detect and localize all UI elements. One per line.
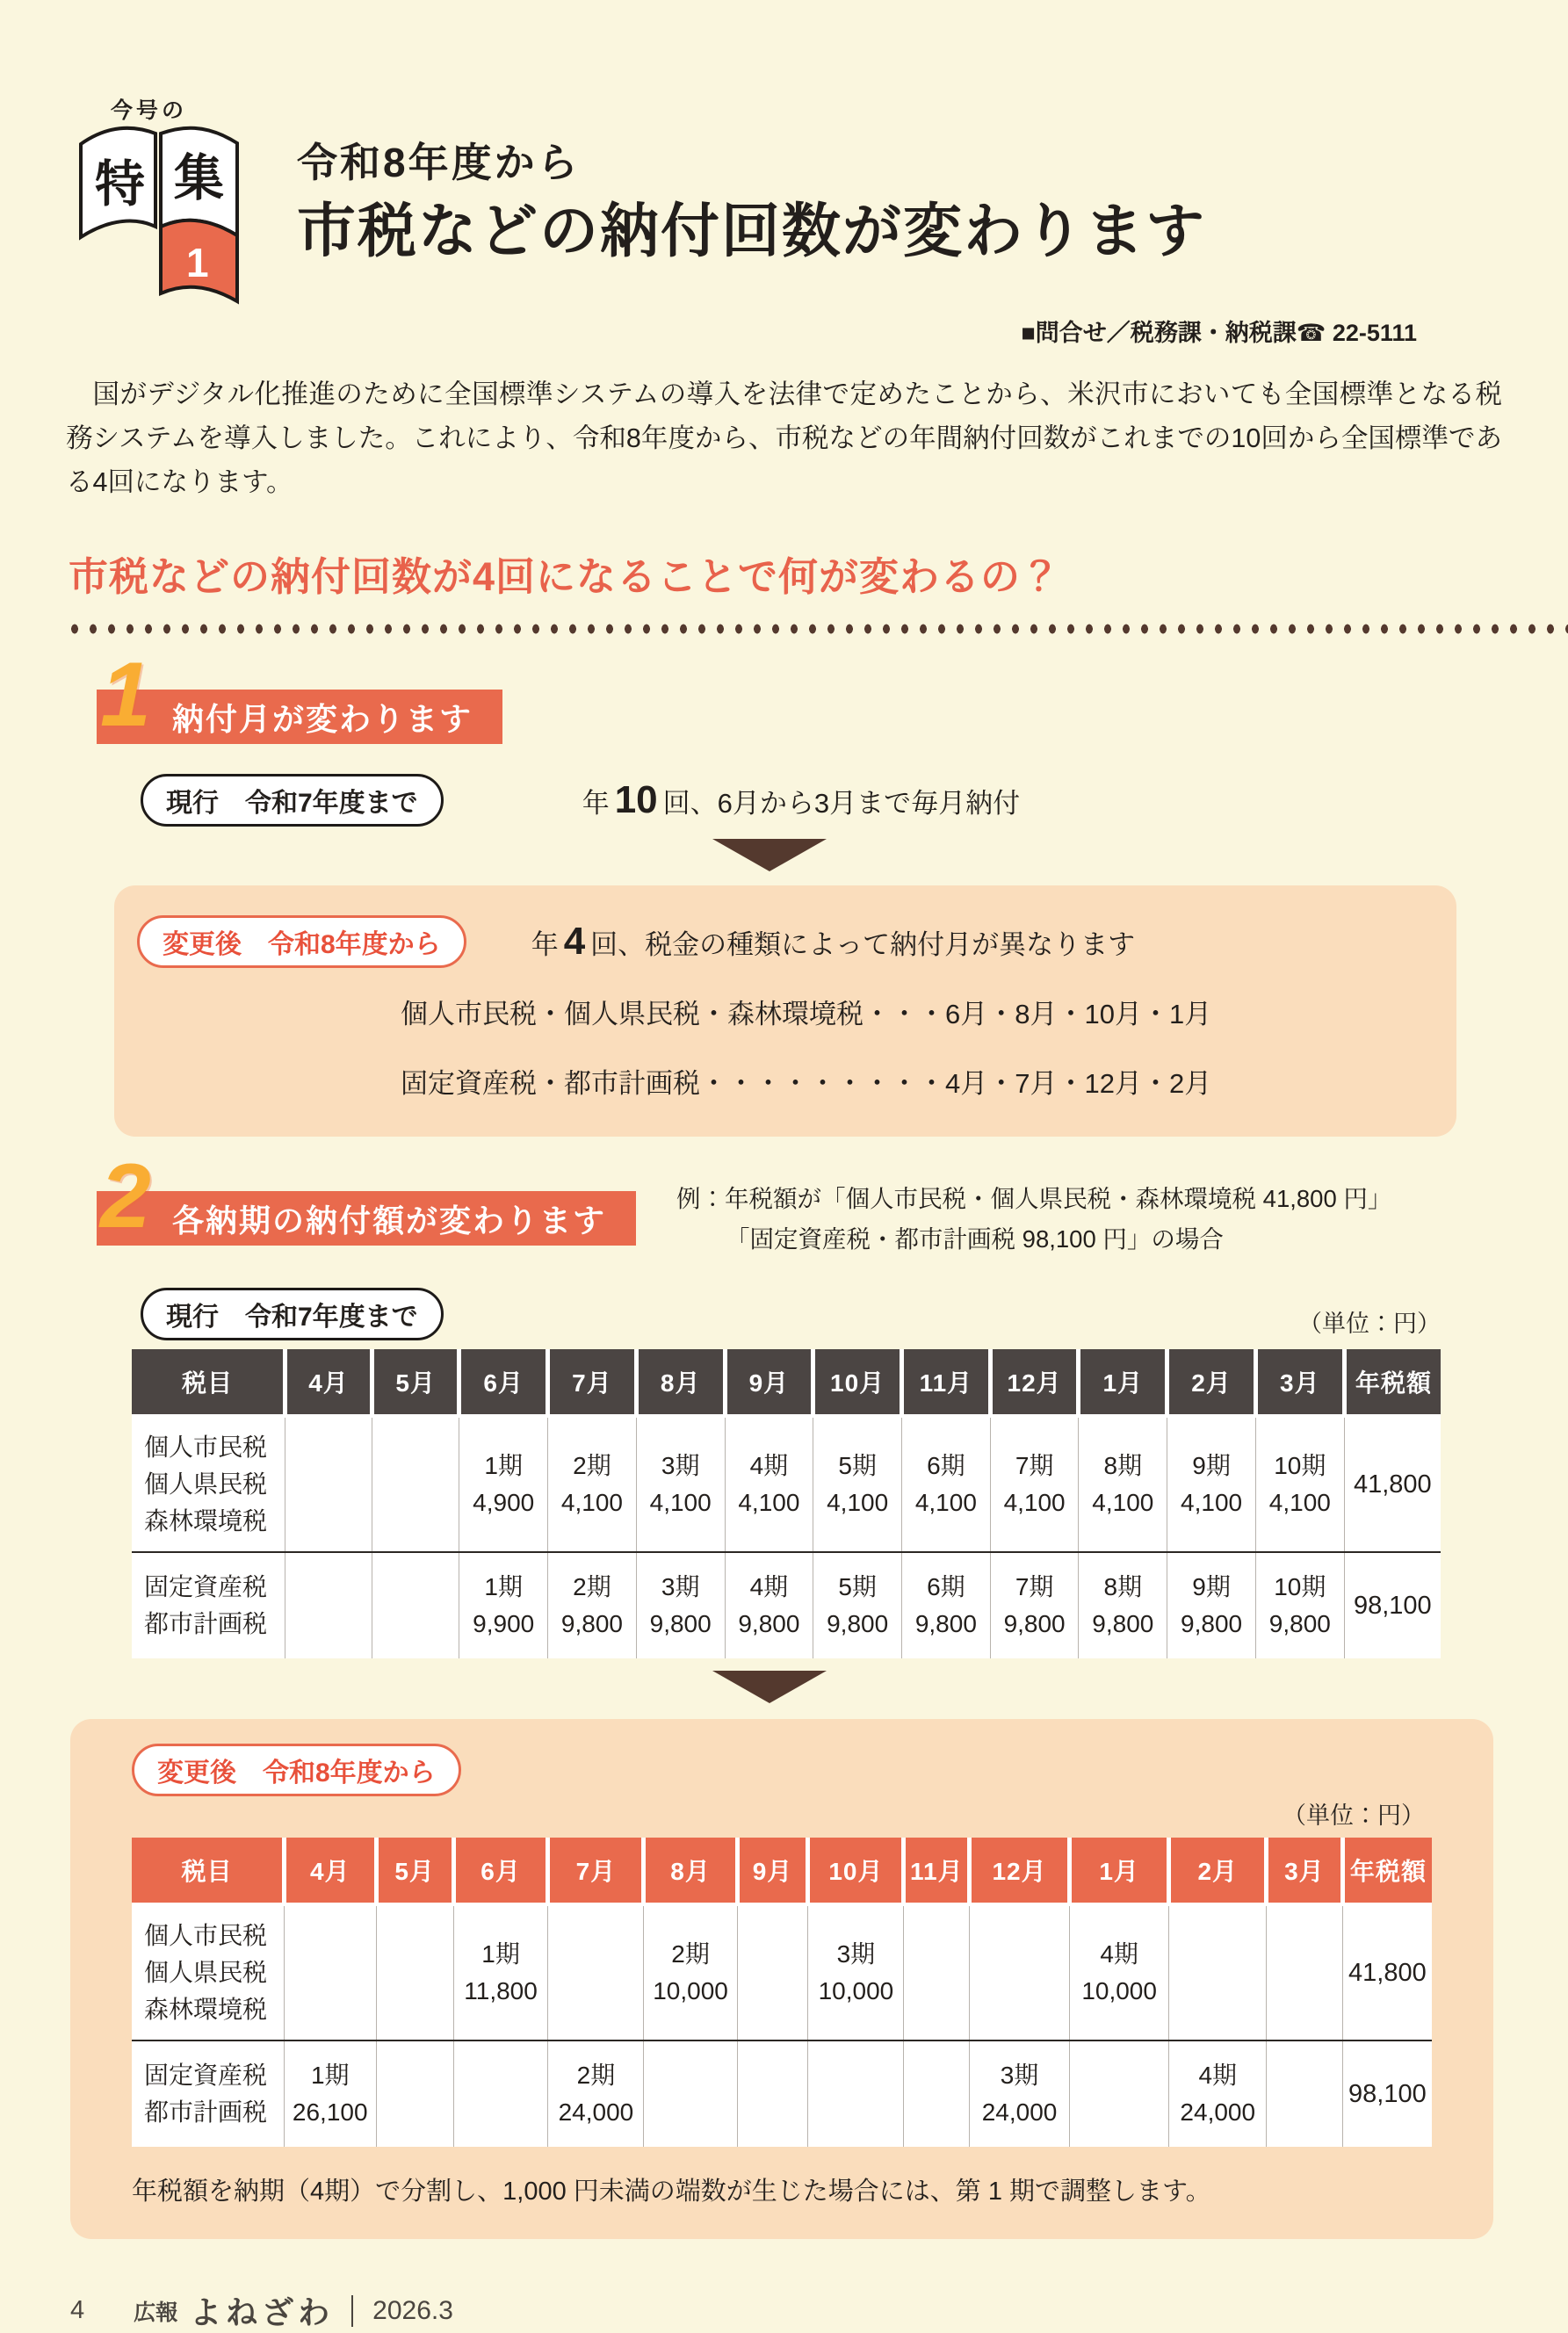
section2-changed-panel [70, 1719, 1493, 2239]
dotted-divider [66, 623, 1568, 635]
period-label: 2期 [671, 1940, 710, 1968]
intro-paragraph: 国がデジタル化推進のために全国標準システムの導入を法律で定めたことから、米沢市においても全国標準となる税務システムを導入しました。これにより、令和8年度から、市税などの年間納付回数がこれまでの10回から全国標準である4回になります。 [66, 379, 1502, 497]
installment-cell [548, 2040, 644, 2147]
column-header: 年税額 [1344, 1349, 1441, 1416]
table-header-row [132, 1838, 1432, 1904]
section1-current-row [141, 774, 1568, 827]
table-header-row [132, 1349, 1441, 1416]
installment-cell [644, 1904, 737, 2040]
tax-label-line: 都市計画税 [144, 2098, 268, 2127]
amount-value: 24,000 [1180, 2098, 1256, 2127]
example-line1: 例：年税額が「個人市民税・個人県民税・森林環境税 41,800 円」 [676, 1185, 1392, 1213]
table-row [132, 1904, 1432, 2040]
freq-suffix: 回、税金の種類によって納付月が異なります [590, 928, 1136, 960]
installment-cell [970, 2040, 1070, 2147]
tax-label-line: 個人市民税 [144, 1434, 268, 1462]
annual-total-cell: 98,100 [1342, 2040, 1432, 2147]
badge-top-label: 今号の [111, 98, 188, 123]
column-header: 5月 [376, 1838, 453, 1904]
empty-cell [737, 1904, 808, 2040]
down-arrow-icon [712, 1671, 827, 1703]
tax-label-cell [132, 1416, 285, 1552]
empty-cell [1169, 1904, 1267, 2040]
amount-value: 26,100 [292, 2098, 368, 2127]
period-label: 1期 [310, 2062, 350, 2090]
column-header: 税目 [132, 1349, 285, 1416]
installment-cell [813, 1552, 902, 1658]
column-header: 1月 [1069, 1838, 1169, 1904]
period-label: 4期 [749, 1573, 789, 1601]
tax-label-line: 森林環境税 [144, 1996, 268, 2024]
amount-value: 10,000 [1081, 1977, 1157, 2005]
empty-cell [808, 2040, 904, 2147]
period-label: 7期 [1015, 1452, 1054, 1480]
payment-table [132, 1349, 1441, 1658]
amount-value: 4,100 [738, 1489, 800, 1517]
freq-suffix: 回、6月から3月まで毎月納付 [662, 787, 1021, 819]
section1-changed-panel [114, 885, 1456, 1137]
column-header: 9月 [725, 1349, 813, 1416]
installment-cell [548, 1416, 637, 1552]
title-block [297, 95, 1206, 265]
section1-banner [97, 690, 502, 744]
amount-value: 9,900 [473, 1610, 535, 1638]
section1-header [97, 644, 502, 748]
period-label: 2期 [573, 1573, 611, 1601]
table-footnote: 年税額を納期（4期）で分割し、1,000 円未満の端数が生じた場合には、第 1 期で調整します。 [132, 2178, 1211, 2207]
tax-label-cell [132, 1552, 285, 1658]
tax-label-line: 都市計画税 [144, 1610, 268, 1638]
annual-total-cell: 98,100 [1344, 1552, 1441, 1658]
section1-changed-row [137, 915, 1430, 968]
lead-question-heading: 市税などの納付回数が4回になることで何が変わるの？ [69, 554, 1062, 599]
payment-table [132, 1838, 1432, 2147]
period-label: 1期 [484, 1573, 523, 1601]
freq-prefix: 年 [582, 787, 610, 819]
example-block [676, 1179, 1391, 1260]
period-label: 10期 [1274, 1452, 1326, 1480]
empty-cell [1267, 2040, 1343, 2147]
installment-cell [902, 1552, 991, 1658]
period-label: 5期 [838, 1452, 877, 1480]
amount-value: 9,800 [1181, 1610, 1243, 1638]
article-header [0, 0, 1568, 310]
annual-total-cell: 41,800 [1342, 1904, 1432, 2040]
installment-cell [813, 1416, 902, 1552]
installment-cell [636, 1552, 725, 1658]
section2-title: 各納期の納付額が変わります [172, 1202, 607, 1239]
amount-value: 24,000 [981, 2098, 1058, 2127]
section2-current-row [141, 1288, 1441, 1340]
empty-cell [904, 2040, 970, 2147]
unit-row [132, 1796, 1425, 1832]
period-label: 6期 [927, 1452, 965, 1480]
empty-cell [285, 1552, 372, 1658]
amount-value: 10,000 [653, 1977, 728, 2005]
tax-label-cell [132, 1904, 284, 2040]
column-header: 6月 [459, 1349, 548, 1416]
column-header: 4月 [285, 1349, 372, 1416]
column-header: 11月 [904, 1838, 970, 1904]
freq-prefix: 年 [531, 928, 559, 960]
amount-value: 24,000 [558, 2098, 634, 2127]
amount-value: 9,800 [1268, 1610, 1331, 1638]
installment-cell [902, 1416, 991, 1552]
contact-line: ■問合せ／税務課・納税課☎ 22-5111 [1021, 320, 1417, 346]
period-label: 4期 [749, 1452, 789, 1480]
table-row [132, 1552, 1441, 1658]
column-header: 4月 [284, 1838, 376, 1904]
period-label: 9期 [1192, 1452, 1231, 1480]
badge-left-kanji: 特 [95, 156, 145, 213]
freq-count: 10 [614, 778, 658, 821]
schedule-line-property-tax: 固定資産税・都市計画税・・・・・・・・・4月・7月・12月・2月 [401, 1068, 1212, 1100]
empty-cell [904, 1904, 970, 2040]
issue-date: 2026.3 [372, 2295, 453, 2325]
amount-value: 9,800 [560, 1610, 623, 1638]
publication-prefix: 広報 [134, 2300, 178, 2325]
current-frequency-text [582, 778, 1020, 822]
empty-cell [1267, 1904, 1343, 2040]
badge-number: 1 [186, 240, 209, 285]
period-label: 3期 [836, 1940, 876, 1968]
period-label: 2期 [576, 2062, 616, 2090]
period-label: 10期 [1274, 1573, 1326, 1601]
changed-pill: 変更後 令和8年度から [137, 915, 466, 968]
page-number: 4 [70, 2296, 85, 2325]
amount-value: 4,100 [1181, 1489, 1243, 1517]
amount-value: 4,900 [473, 1489, 535, 1517]
amount-value: 10,000 [818, 1977, 894, 2005]
period-label: 1期 [484, 1452, 523, 1480]
amount-value: 4,100 [914, 1489, 977, 1517]
installment-cell [636, 1416, 725, 1552]
empty-cell [548, 1904, 644, 2040]
amount-value: 4,100 [560, 1489, 623, 1517]
tax-label-line: 固定資産税 [144, 1573, 268, 1601]
empty-cell [376, 2040, 453, 2147]
column-header: 1月 [1079, 1349, 1167, 1416]
amount-value: 4,100 [1268, 1489, 1331, 1517]
empty-cell [453, 2040, 548, 2147]
installment-cell [1167, 1552, 1256, 1658]
period-label: 2期 [573, 1452, 611, 1480]
column-header: 7月 [548, 1838, 644, 1904]
page-footer [70, 2288, 1568, 2333]
column-header: 年税額 [1342, 1838, 1432, 1904]
column-header: 5月 [372, 1349, 459, 1416]
table-row [132, 2040, 1432, 2147]
period-label: 4期 [1100, 1940, 1138, 1968]
column-header: 12月 [970, 1838, 1070, 1904]
empty-cell [970, 1904, 1070, 2040]
installment-cell [548, 1552, 637, 1658]
empty-cell [372, 1416, 459, 1552]
amount-value: 4,100 [649, 1489, 712, 1517]
period-label: 8期 [1103, 1573, 1143, 1601]
column-header: 12月 [990, 1349, 1079, 1416]
column-header: 3月 [1267, 1838, 1343, 1904]
amount-value: 9,800 [649, 1610, 712, 1638]
payment-table-after [132, 1838, 1432, 2147]
period-label: 8期 [1103, 1452, 1143, 1480]
changed-frequency-text [531, 920, 1135, 964]
period-label: 7期 [1015, 1573, 1054, 1601]
amount-value: 9,800 [827, 1610, 889, 1638]
current-pill: 現行 令和7年度まで [141, 1288, 444, 1340]
section2-header [97, 1145, 636, 1249]
annual-total-cell: 41,800 [1344, 1416, 1441, 1552]
installment-cell [990, 1552, 1079, 1658]
period-label: 3期 [661, 1452, 700, 1480]
column-header: 9月 [737, 1838, 808, 1904]
installment-cell [990, 1416, 1079, 1552]
installment-cell [1079, 1416, 1167, 1552]
installment-cell [453, 1904, 548, 2040]
schedule-line-resident-tax: 個人市民税・個人県民税・森林環境税・・・6月・8月・10月・1月 [401, 999, 1212, 1029]
installment-cell [725, 1416, 813, 1552]
down-arrow-icon [712, 839, 827, 871]
section2-number: 2 [100, 1145, 151, 1248]
amount-value: 9,800 [738, 1610, 800, 1638]
column-header: 税目 [132, 1838, 284, 1904]
installment-cell [725, 1552, 813, 1658]
installment-cell [808, 1904, 904, 2040]
installment-cell [1169, 2040, 1267, 2147]
amount-value: 9,800 [1092, 1610, 1154, 1638]
section2-header-row [0, 1137, 1568, 1260]
section1-title: 納付月が変わります [172, 700, 473, 737]
amount-value: 4,100 [1092, 1489, 1154, 1517]
installment-cell [1069, 1904, 1169, 2040]
column-header: 8月 [636, 1349, 725, 1416]
period-label: 5期 [838, 1573, 877, 1601]
period-label: 6期 [927, 1573, 965, 1601]
tax-label-line: 個人市民税 [144, 1922, 268, 1950]
installment-cell [1255, 1416, 1344, 1552]
unit-label: （単位：円） [1298, 1311, 1441, 1338]
column-header: 11月 [902, 1349, 991, 1416]
installment-cell [1255, 1552, 1344, 1658]
column-header: 2月 [1169, 1838, 1267, 1904]
publication-logo: よねざわ [190, 2294, 335, 2331]
freq-count: 4 [563, 920, 586, 963]
empty-cell [1069, 2040, 1169, 2147]
column-header: 10月 [813, 1349, 902, 1416]
feature-badge-icon [69, 95, 255, 310]
article-title: 市税などの納付回数が変わります [297, 198, 1206, 264]
empty-cell [372, 1552, 459, 1658]
period-label: 9期 [1192, 1573, 1231, 1601]
tax-label-cell [132, 2040, 284, 2147]
column-header: 10月 [808, 1838, 904, 1904]
tax-label-line: 個人県民税 [144, 1959, 268, 1987]
section1-number: 1 [100, 644, 151, 746]
amount-value: 11,800 [464, 1977, 538, 2005]
table-row [132, 1416, 1441, 1552]
empty-cell [737, 2040, 808, 2147]
amount-value: 9,800 [1003, 1610, 1066, 1638]
empty-cell [285, 1416, 372, 1552]
example-line2: 「固定資産税・都市計画税 98,100 円」の場合 [726, 1225, 1224, 1253]
installment-cell [459, 1416, 548, 1552]
installment-cell [1167, 1416, 1256, 1552]
tax-label-line: 個人県民税 [144, 1470, 268, 1499]
period-label: 3期 [661, 1573, 700, 1601]
empty-cell [284, 1904, 376, 2040]
amount-value: 4,100 [827, 1489, 889, 1517]
tax-label-line: 森林環境税 [144, 1507, 268, 1535]
payment-table-current [132, 1349, 1441, 1658]
badge-right-kanji: 集 [174, 150, 224, 206]
amount-value: 9,800 [914, 1610, 977, 1638]
installment-cell [284, 2040, 376, 2147]
changed-pill: 変更後 令和8年度から [132, 1744, 461, 1796]
empty-cell [376, 1904, 453, 2040]
period-label: 3期 [1000, 2062, 1039, 2090]
amount-value: 4,100 [1003, 1489, 1066, 1517]
period-label: 4期 [1198, 2062, 1238, 2090]
installment-cell [459, 1552, 548, 1658]
empty-cell [644, 2040, 737, 2147]
column-header: 6月 [453, 1838, 548, 1904]
column-header: 3月 [1255, 1349, 1344, 1416]
column-header: 2月 [1167, 1349, 1256, 1416]
unit-label: （単位：円） [1283, 1802, 1425, 1830]
period-label: 1期 [481, 1940, 520, 1968]
column-header: 7月 [548, 1349, 637, 1416]
footer-divider [351, 2295, 353, 2327]
current-pill: 現行 令和7年度まで [141, 774, 444, 827]
section2-banner [97, 1191, 636, 1246]
column-header: 8月 [644, 1838, 737, 1904]
installment-cell [1079, 1552, 1167, 1658]
tax-label-line: 固定資産税 [144, 2062, 268, 2090]
article-subtitle: 令和8年度から [297, 140, 581, 185]
